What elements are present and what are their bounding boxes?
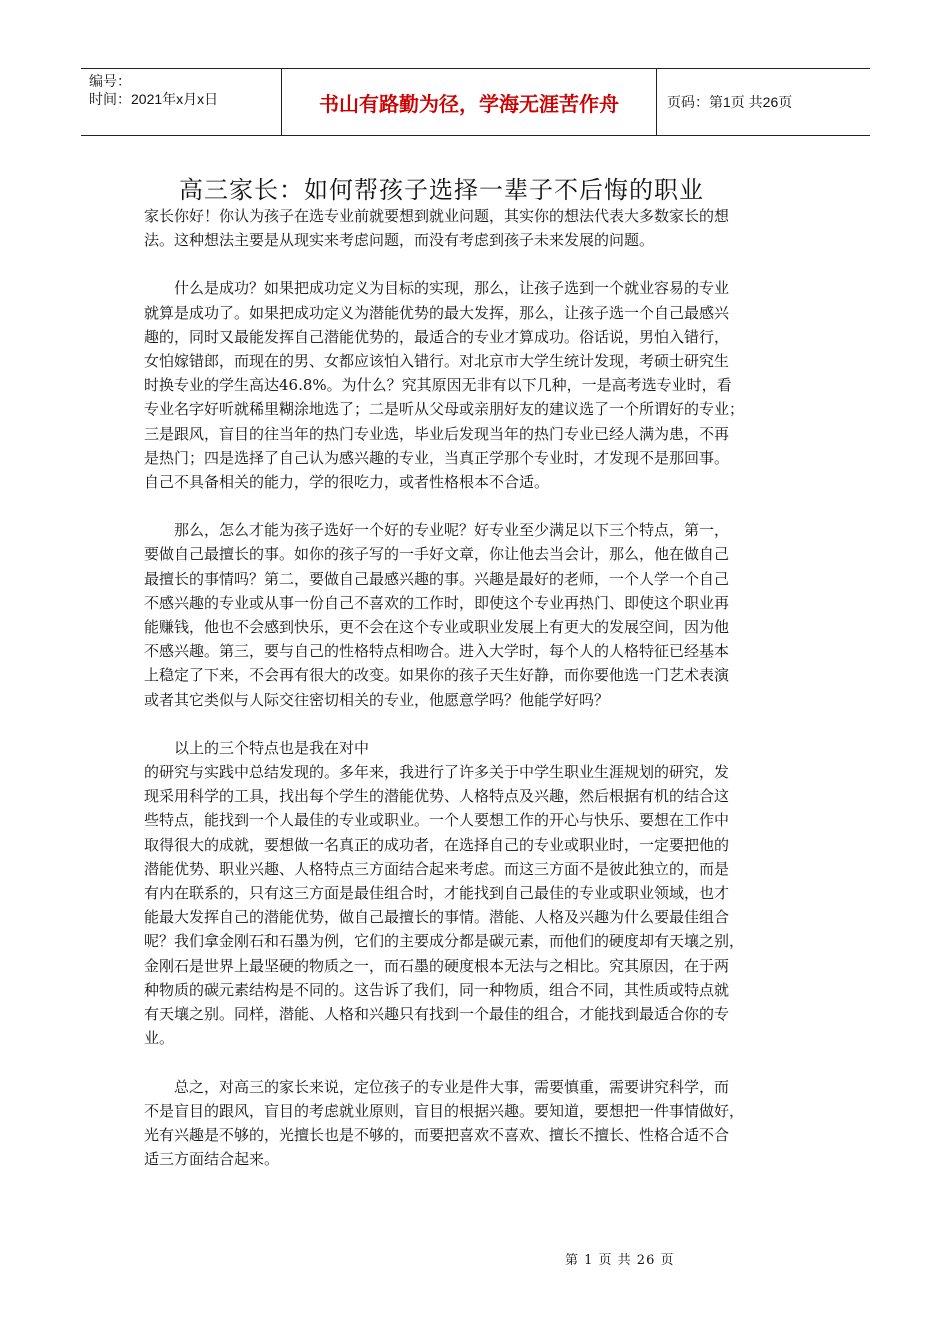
text-line: 那么，怎么才能为孩子选好一个好的专业呢？好专业至少满足以下三个特点，第一， <box>144 521 730 540</box>
paragraph-2 <box>144 276 814 494</box>
paragraph-1 <box>144 204 814 252</box>
paragraph-3 <box>144 518 814 712</box>
text-line: 以上的三个特点也是我在对中 <box>144 738 370 757</box>
text-line: 上稳定了下来，不会再有很大的改变。如果你的孩子天生好静，而你要他选一门艺术表演 <box>144 666 730 685</box>
text-line: 些特点，能找到一个人最佳的专业或职业。一个人要想工作的开心与快乐、要想在工作中 <box>144 811 730 830</box>
text-line: 时换专业的学生高达46.8%。为什么？究其原因无非有以下几种，一是高考选专业时，看 <box>144 376 732 395</box>
page-footer: 第 1 页 共 26 页 <box>565 1253 675 1268</box>
text-line: 不感兴趣。第三，要与自己的性格特点相吻合。进入大学时，每个人的人格特征已经基本 <box>144 642 730 661</box>
page-header <box>81 68 870 136</box>
text-line: 潜能优势、职业兴趣、人格特点三方面结合起来考虑。而这三方面不是彼此独立的，而是 <box>144 859 730 878</box>
text-line: 三是跟风，盲目的往当年的热门专业选，毕业后发现当年的热门专业已经人满为患，不再 <box>144 424 730 443</box>
paragraph-5 <box>144 1075 814 1172</box>
text-line: 法。这种想法主要是从现实来考虑问题，而没有考虑到孩子未来发展的问题。 <box>144 231 655 250</box>
text-line: 最擅长的事情吗？第二，要做自己最感兴趣的事。兴趣是最好的老师，一个人学一个自己 <box>144 569 730 588</box>
text-line: 业。 <box>144 1029 175 1048</box>
text-line: 什么是成功？如果把成功定义为目标的实现，那么，让孩子选到一个就业容易的专业 <box>144 279 730 298</box>
text-line: 有内在联系的，只有这三方面是最佳组合时，才能找到自己最佳的专业或职业领域，也才 <box>144 884 730 903</box>
text-line: 适三方面结合起来。 <box>144 1150 280 1169</box>
document-title: 高三家长：如何帮孩子选择一辈子不后悔的职业 <box>179 176 704 204</box>
text-line: 是热门；四是选择了自己认为感兴趣的专业，当真正学那个专业时，才发现不是那回事。 <box>144 448 730 467</box>
text-line: 金刚石是世界上最坚硬的物质之一，而石墨的硬度根本无法与之相比。究其原因，在于两 <box>144 956 730 975</box>
text-line: 或者其它类似与人际交往密切相关的专业，他愿意学吗？他能学好吗？ <box>144 690 610 709</box>
text-line: 光有兴趣是不够的，光擅长也是不够的，而要把喜欢不喜欢、擅长不擅长、性格合适不合 <box>144 1125 730 1144</box>
header-motto: 书山有路勤为径，学海无涯苦作舟 <box>281 69 657 135</box>
document-number-label: 编号： <box>89 73 131 89</box>
text-line: 总之，对高三的家长来说，定位孩子的专业是件大事，需要慎重，需要讲究科学，而 <box>144 1077 730 1096</box>
text-line: 现采用科学的工具，找出每个学生的潜能优势、人格特点及兴趣，然后根据有机的结合这 <box>144 787 730 806</box>
text-line: 呢？我们拿金刚石和石墨为例，它们的主要成分都是碳元素，而他们的硬度却有天壤之别， <box>144 932 745 951</box>
text-line: 就算是成功了。如果把成功定义为潜能优势的最大发挥，那么，让孩子选一个自己最感兴 <box>144 303 730 322</box>
text-line: 女怕嫁错郎，而现在的男、女都应该怕入错行。对北京市大学生统计发现，考硕士研究生 <box>144 352 730 371</box>
header-meta <box>81 69 281 135</box>
text-line: 能最大发挥自己的潜能优势，做自己最擅长的事情。潜能、人格及兴趣为什么要最佳组合 <box>144 908 730 927</box>
text-line: 不感兴趣的专业或从事一份自己不喜欢的工作时，即使这个专业再热门、即使这个职业再 <box>144 593 730 612</box>
text-line: 有天壤之别。同样，潜能、人格和兴趣只有找到一个最佳的组合，才能找到最适合你的专 <box>144 1005 730 1024</box>
text-line: 种物质的碳元素结构是不同的。这告诉了我们，同一种物质，组合不同，其性质或特点就 <box>144 980 730 999</box>
text-line: 专业名字好听就稀里糊涂地选了；二是听从父母或亲朋好友的建议选了一个所谓好的专业； <box>144 400 745 419</box>
text-line: 取得很大的成就，要想做一名真正的成功者，在选择自己的专业或职业时，一定要把他的 <box>144 835 730 854</box>
text-line: 要做自己最擅长的事。如你的孩子写的一手好文章，你让他去当会计，那么，他在做自己 <box>144 545 730 564</box>
text-line: 家长你好！你认为孩子在选专业前就要想到就业问题，其实你的想法代表大多数家长的想 <box>144 207 730 225</box>
text-line: 趣的，同时又最能发挥自己潜能优势的，最适合的专业才算成功。俗话说，男怕入错行， <box>144 327 730 346</box>
document-body <box>144 204 814 1171</box>
header-page-info: 页码：第1页 共26页 <box>667 94 793 110</box>
text-line: 能赚钱，他也不会感到快乐，更不会在这个专业或职业发展上有更大的发展空间，因为他 <box>144 618 730 637</box>
text-line: 自己不具备相关的能力，学的很吃力，或者性格根本不合适。 <box>144 473 550 492</box>
text-line: 的研究与实践中总结发现的。多年来，我进行了许多关于中学生职业生涯规划的研究，发 <box>144 763 730 782</box>
text-line: 不是盲目的跟风，盲目的考虑就业原则，盲目的根据兴趣。要知道，要想把一件事情做好， <box>144 1101 745 1120</box>
document-date: 时间：2021年x月x日 <box>89 91 219 107</box>
paragraph-4 <box>144 736 814 1051</box>
